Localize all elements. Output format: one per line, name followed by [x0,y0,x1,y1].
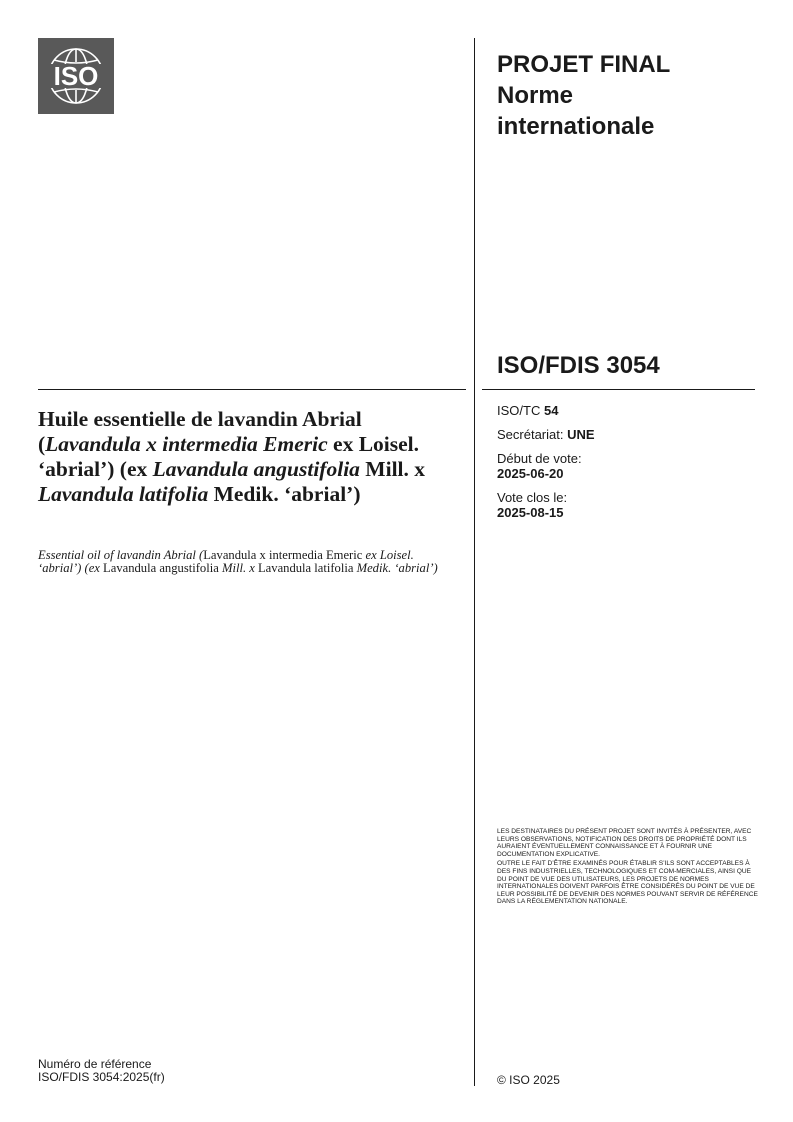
title-en-species: Lavandula angustifolia [103,561,219,575]
title-en-part: Essential oil of lavandin Abrial ( [38,548,204,562]
left-rule [38,389,466,390]
reference-value: ISO/FDIS 3054:2025(fr) [38,1070,165,1084]
vote-start-label: Début de vote: [497,451,582,466]
title-french [38,407,458,507]
title-fr-part: Mill. x [359,457,426,481]
title-fr-part: ex Loisel. ‘abrial’) (ex [38,432,420,481]
title-english [38,549,458,575]
title-fr-part: Huile essentielle de lavandin Abrial ( [38,407,362,456]
document-kind-line1: Norme [497,82,574,109]
iso-logo-text: ISO [53,61,99,91]
vote-end-row [497,490,755,520]
reference-number [38,1058,165,1084]
committee-row [497,403,755,418]
secretariat-label: Secrétariat: [497,427,564,442]
document-kind-line2: internationale [497,113,655,140]
document-meta [497,403,755,529]
iso-logo [38,38,114,114]
title-en-part: ex Loisel. ‘abrial’) (ex [38,548,414,575]
title-en-species: Lavandula x intermedia Emeric [203,548,363,562]
title-fr-species: Lavandula x intermedia Emeric [45,432,328,456]
title-fr-species: Lavandula latifolia [38,482,209,506]
vote-start-value: 2025-06-20 [497,466,564,481]
document-number: ISO/FDIS 3054 [497,352,660,379]
title-en-part: Mill. x [218,561,258,575]
secretariat-value: UNE [567,427,595,442]
vote-end-value: 2025-08-15 [497,505,564,520]
recipients-notice [497,828,759,908]
vote-end-label: Vote clos le: [497,490,568,505]
notice-paragraph: LES DESTINATAIRES DU PRÉSENT PROJET SONT INVITÉS À PRÉSENTER, AVEC LEURS OBSERVATIONS, NOTIFICATION DES DROITS DE PROPRIÉTÉ DONT ILS AURAIENT ÉVENTUELLEMENT CONNAISSANCE ET À FOURNIR UNE DOCUMENTATION EXPLICATIVE. [497,828,752,858]
title-fr-species: Lavandula angustifolia [152,457,360,481]
vertical-divider [474,38,475,1086]
reference-label: Numéro de référence [38,1057,152,1071]
committee-label: ISO/TC [497,403,541,418]
globe-icon [38,38,114,114]
title-fr-part: Medik. ‘abrial’) [208,482,361,506]
right-rule [482,389,755,390]
secretariat-row [497,427,755,442]
copyright: © ISO 2025 [497,1073,560,1087]
vote-start-row [497,451,755,481]
committee-value: 54 [543,403,559,418]
document-stage: PROJET FINAL [497,51,671,78]
document-type [497,49,757,142]
title-en-species: Lavandula latifolia [257,561,354,575]
notice-paragraph: OUTRE LE FAIT D’ÊTRE EXAMINÉS POUR ÉTABLIR S’ILS SONT ACCEPTABLES À DES FINS INDUSTRIELLES, TECHNOLOGIQUES ET COM-MERCIALES, AINSI QUE DU POINT DE VUE DES UTILISATEURS, LES PROJETS DE NORMES INTERNATIONALES DOIVENT PARFOIS ÊTRE CONSIDÉRÉS DU POINT DE VUE DE LEUR POSSIBILITÉ DE DEVENIR DES NORMES POUVANT SERVIR DE RÉFÉRENCE DANS LA RÉGLEMENTATION NATIONALE. [497,860,758,906]
title-en-part: Medik. ‘abrial’) [353,561,438,575]
